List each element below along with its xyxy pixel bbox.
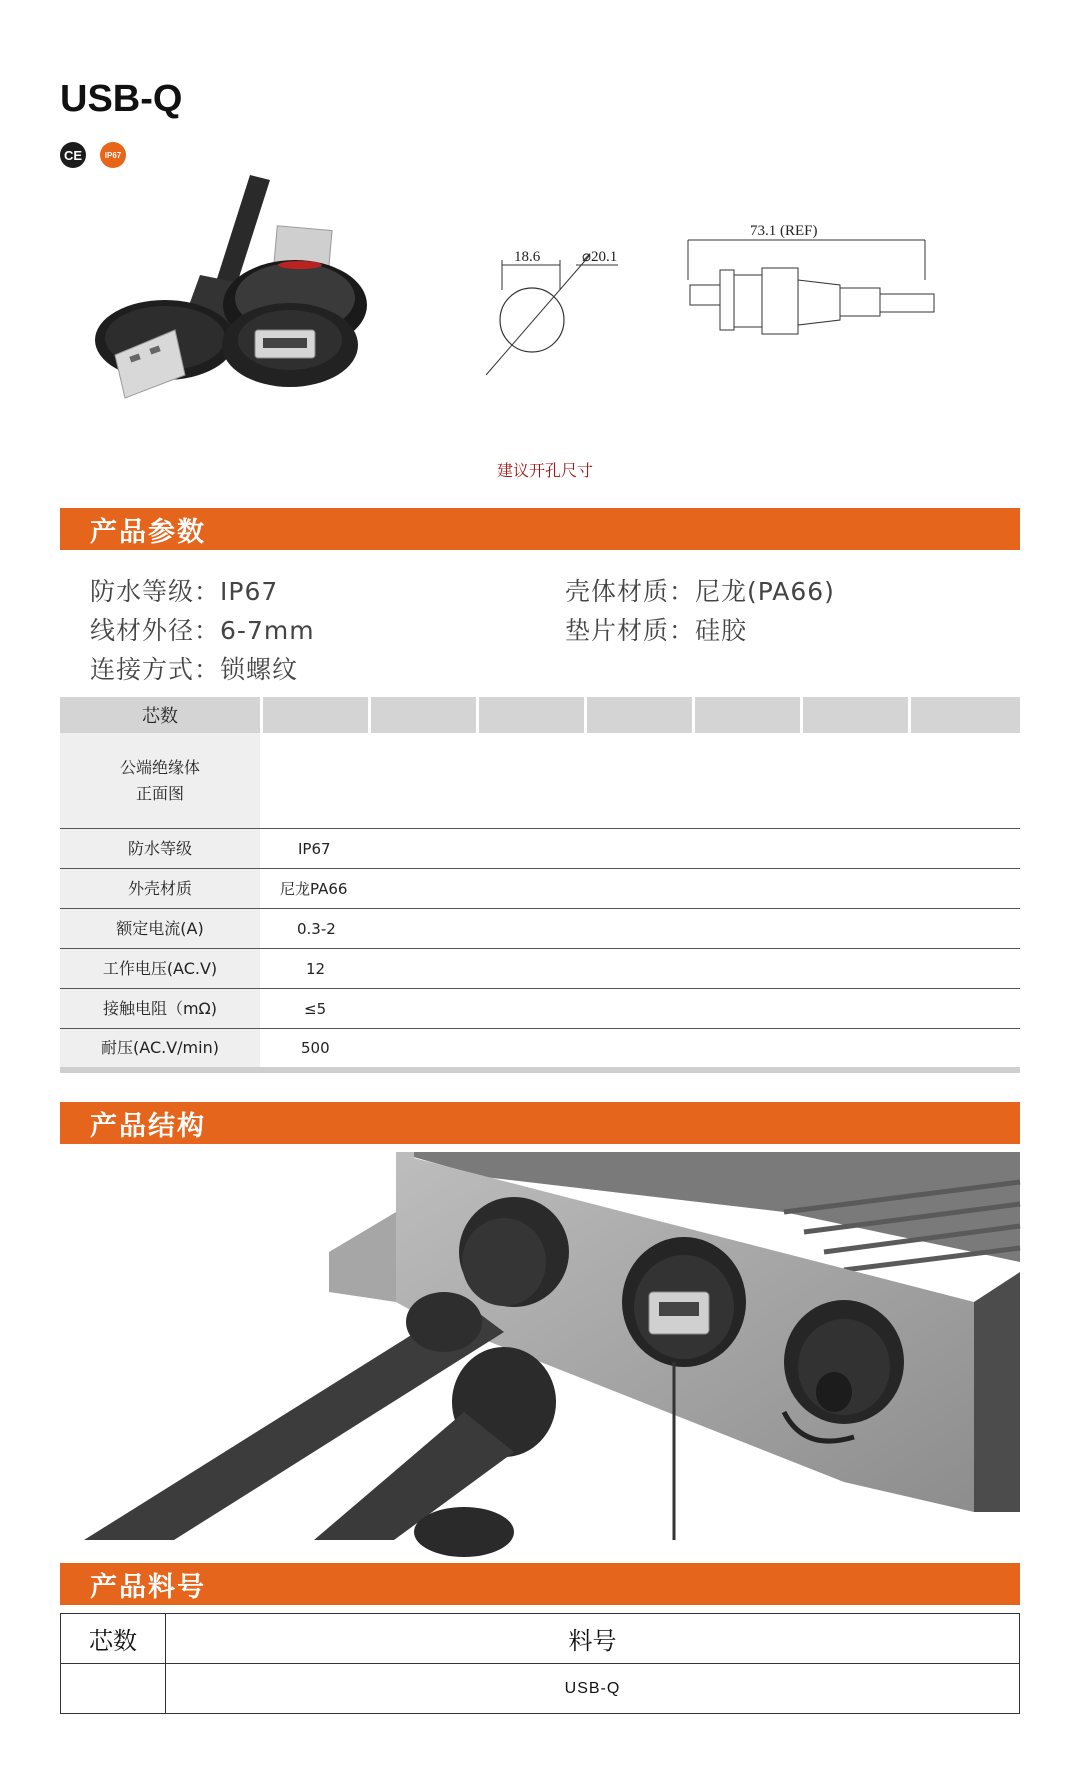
param-label: 线材外径： bbox=[90, 616, 221, 645]
structure-photo bbox=[84, 1152, 1020, 1540]
param-connection bbox=[90, 650, 298, 686]
spec-row-value: 0.3-2 bbox=[297, 919, 336, 938]
spec-row-value: 12 bbox=[306, 959, 326, 978]
spec-face-label: 公端绝缘体 正面图 bbox=[60, 733, 260, 828]
spec-row bbox=[60, 869, 1020, 909]
section-partno-bar bbox=[60, 1563, 1020, 1605]
dim-width-label: 18.6 bbox=[514, 249, 541, 265]
partno-cell-partno: USB-Q bbox=[564, 1679, 621, 1697]
param-label: 壳体材质： bbox=[565, 577, 696, 606]
partno-cell-cores bbox=[61, 1664, 166, 1713]
param-label: 连接方式： bbox=[90, 655, 221, 684]
partno-table bbox=[60, 1613, 1020, 1714]
param-label: 垫片材质： bbox=[565, 616, 696, 645]
spec-row-value: 500 bbox=[301, 1039, 330, 1057]
spec-header-cell bbox=[371, 697, 476, 733]
spec-row-label: 工作电压(AC.V) bbox=[60, 949, 260, 988]
param-value: 尼龙(PA66) bbox=[695, 577, 835, 606]
dimension-drawing bbox=[480, 223, 980, 400]
spec-row-label: 外壳材质 bbox=[60, 869, 260, 908]
spec-row bbox=[60, 949, 1020, 989]
dim-length-label: 73.1 (REF) bbox=[750, 223, 818, 239]
spec-row-value: IP67 bbox=[298, 839, 331, 858]
spec-header-cell bbox=[479, 697, 584, 733]
spec-row bbox=[60, 829, 1020, 869]
spec-header-cell bbox=[263, 697, 368, 733]
param-housing bbox=[565, 572, 835, 608]
param-label: 防水等级： bbox=[90, 577, 221, 606]
spec-header-row bbox=[60, 697, 1020, 733]
ip67-badge-icon: IP67 bbox=[100, 142, 126, 168]
param-value: IP67 bbox=[220, 577, 279, 606]
section-partno-title: 产品料号 bbox=[90, 1572, 206, 1603]
param-value: 锁螺纹 bbox=[220, 655, 299, 684]
product-photo bbox=[85, 170, 405, 450]
spec-header-cores: 芯数 bbox=[60, 697, 260, 733]
param-value: 硅胶 bbox=[695, 616, 748, 645]
partno-header-cores: 芯数 bbox=[61, 1614, 166, 1664]
spec-row-label: 防水等级 bbox=[60, 829, 260, 868]
section-params-title: 产品参数 bbox=[90, 517, 206, 548]
spec-header-cell bbox=[911, 697, 1020, 733]
spec-table-bottom-bar bbox=[60, 1067, 1020, 1073]
spec-row-label: 额定电流(A) bbox=[60, 909, 260, 948]
spec-header-cell bbox=[803, 697, 908, 733]
dim-diameter-label: ⌀20.1 bbox=[582, 249, 618, 265]
spec-header-cell bbox=[695, 697, 800, 733]
param-value: 6-7mm bbox=[220, 616, 315, 645]
spec-header-cell bbox=[587, 697, 692, 733]
spec-row bbox=[60, 909, 1020, 949]
param-cable-od bbox=[90, 611, 315, 647]
spec-row-label: 接触电阻（mΩ) bbox=[60, 989, 260, 1028]
spec-row-value: 尼龙PA66 bbox=[280, 880, 348, 898]
spec-row bbox=[60, 1029, 1020, 1067]
page-title: USB-Q bbox=[60, 78, 183, 120]
spec-row-value: ≤5 bbox=[304, 999, 327, 1018]
param-gasket bbox=[565, 611, 747, 647]
section-structure-title: 产品结构 bbox=[90, 1111, 206, 1142]
spec-row-label: 耐压(AC.V/min) bbox=[60, 1029, 260, 1067]
partno-header-partno: 料号 bbox=[166, 1614, 1019, 1664]
section-structure-bar bbox=[60, 1102, 1020, 1144]
section-params-bar bbox=[60, 508, 1020, 550]
param-waterproof bbox=[90, 572, 278, 608]
spec-row bbox=[60, 989, 1020, 1029]
ce-mark-icon: CE bbox=[60, 142, 86, 168]
cutout-caption: 建议开孔尺寸 bbox=[496, 461, 593, 480]
spec-row-face bbox=[60, 733, 1020, 829]
